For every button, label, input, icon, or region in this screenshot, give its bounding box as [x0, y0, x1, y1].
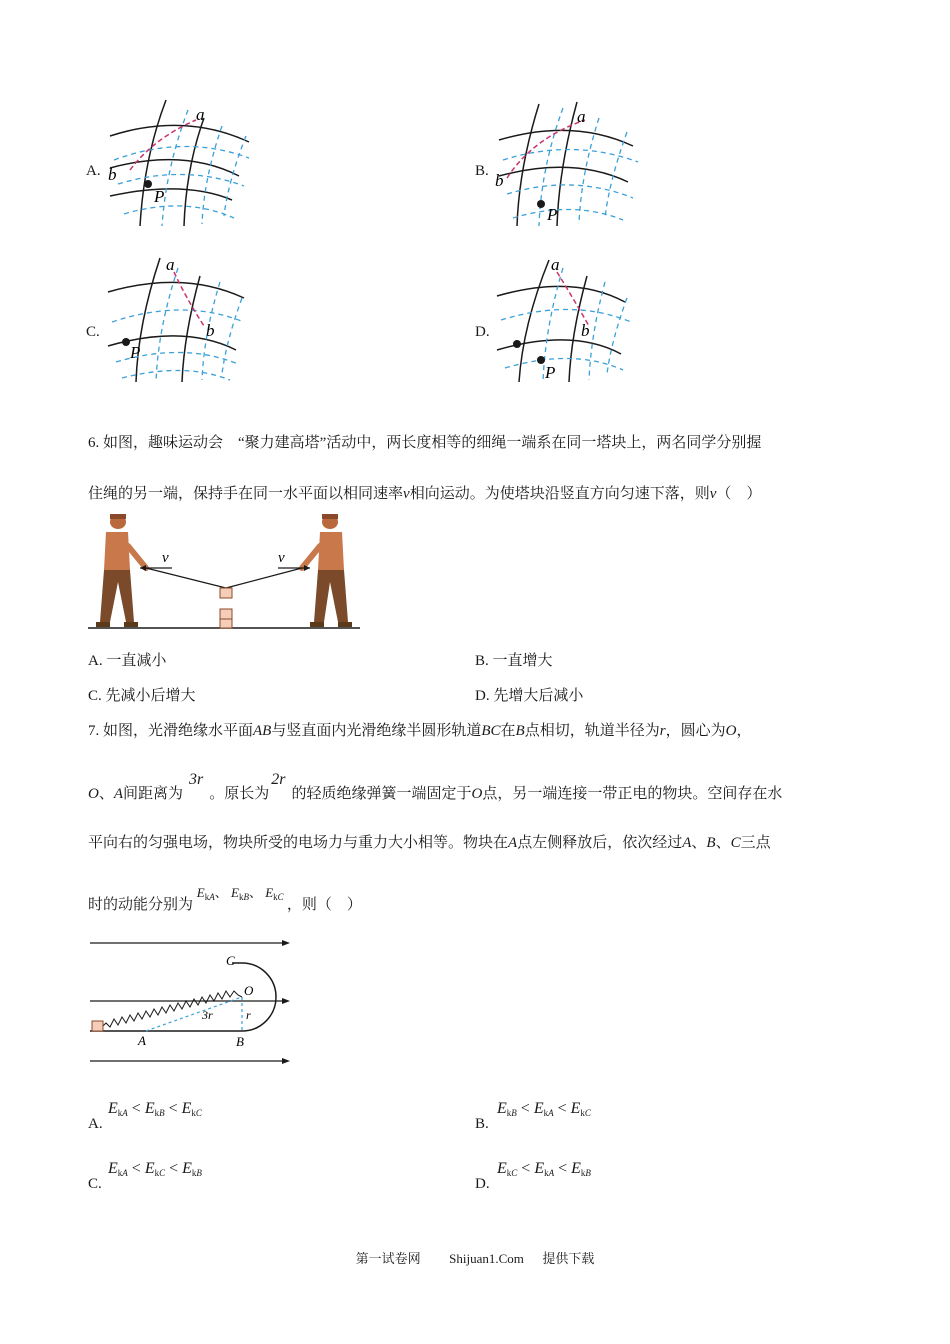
q6-option-b[interactable]: B. 一直增大 [475, 653, 553, 669]
option-label: A. [86, 163, 101, 179]
field-diagram-a [104, 98, 264, 228]
label-O: O [244, 983, 254, 998]
field-diagram-d [493, 254, 653, 384]
field-diagram-b [493, 98, 653, 228]
option-label: C. [86, 324, 100, 340]
q6-line-2: 住绳的另一端，保持手在同一水平面以相同速率v相向运动。为使塔块沿竖直方向匀速下落，则v（ ） [88, 486, 762, 502]
v-left: v [162, 550, 169, 566]
q5-option-d[interactable] [475, 254, 655, 384]
label-p: P [547, 205, 558, 224]
label-B: B [236, 1034, 244, 1049]
q7-option-c[interactable]: C. $E_kA < E_kC < E_kB$ [88, 1160, 202, 1192]
inequality: $E_kA < E_kC < E_kB$ [108, 1160, 202, 1178]
inequality: $E_kB < E_kA < E_kC$ [497, 1100, 591, 1118]
option-label: D. [475, 324, 490, 340]
inequality: $E_kA < E_kB < E_kC$ [108, 1100, 202, 1118]
q7-line-2: O、A间距离为3r。原长为2r的轻质绝缘弹簧一端固定于O点，另一端连接一带正电的物块。空间存在水 [88, 771, 783, 802]
q6-option-c[interactable]: C. 先减小后增大 [88, 688, 196, 704]
q6-line-1: 6. 如图，趣味运动会 “聚力建高塔”活动中，两长度相等的细绳一端系在同一塔块上，两名同学分别握 [88, 435, 762, 451]
q7-line-1: 7. 如图，光滑绝缘水平面AB与竖直面内光滑绝缘半圆形轨道BC在B点相切，轨道半径为r，圆心为O， [88, 723, 752, 739]
q5-option-c[interactable] [86, 254, 266, 384]
label-b: b [108, 165, 117, 184]
label-a: a [166, 255, 175, 274]
label-r: r [246, 1008, 251, 1022]
q6-option-a[interactable]: A. 一直减小 [88, 653, 167, 669]
left-person [96, 514, 146, 627]
label-b: b [581, 321, 590, 340]
v-right: v [278, 550, 285, 566]
q5-option-b[interactable] [475, 98, 655, 228]
right-person [302, 514, 352, 627]
label-a: a [196, 105, 205, 124]
footer-site-en: Shijuan1.Com [449, 1251, 524, 1266]
label-a: a [551, 255, 560, 274]
label-A: A [138, 1033, 146, 1048]
footer-provide: 提供下载 [542, 1251, 595, 1266]
label-a: a [577, 107, 586, 126]
label-p: P [130, 343, 141, 362]
q5-option-a[interactable] [86, 98, 266, 228]
footer-site-cn: 第一试卷网 [355, 1251, 421, 1266]
q6-option-d[interactable]: D. 先增大后减小 [475, 688, 584, 704]
q6-figure [88, 510, 363, 632]
q7-figure [86, 933, 301, 1068]
q7-option-b[interactable]: B. $E_kB < E_kA < E_kC$ [475, 1100, 591, 1132]
label-b: b [495, 171, 504, 190]
q7-line-4: 时的动能分别为 $E_{kA}$、 $E_{kB}$、 $E_{kC}$ ，则（ ） [88, 885, 362, 913]
option-label: B. [475, 163, 489, 179]
label-b: b [206, 321, 215, 340]
inequality: $E_kC < E_kA < E_kB$ [497, 1160, 591, 1178]
q7-line-3: 平向右的匀强电场，物块所受的电场力与重力大小相等。物块在A点左侧释放后，依次经过A、B、C三点 [88, 835, 771, 851]
page-footer [0, 1248, 950, 1267]
label-p: P [545, 363, 556, 382]
label-p: P [154, 187, 165, 206]
label-3r: 3r [202, 1008, 213, 1022]
q7-option-a[interactable]: A. $E_kA < E_kB < E_kC$ [88, 1100, 202, 1132]
field-diagram-c [104, 254, 264, 384]
q7-option-d[interactable]: D. $E_kC < E_kA < E_kB$ [475, 1160, 591, 1192]
label-C: C [226, 953, 235, 968]
